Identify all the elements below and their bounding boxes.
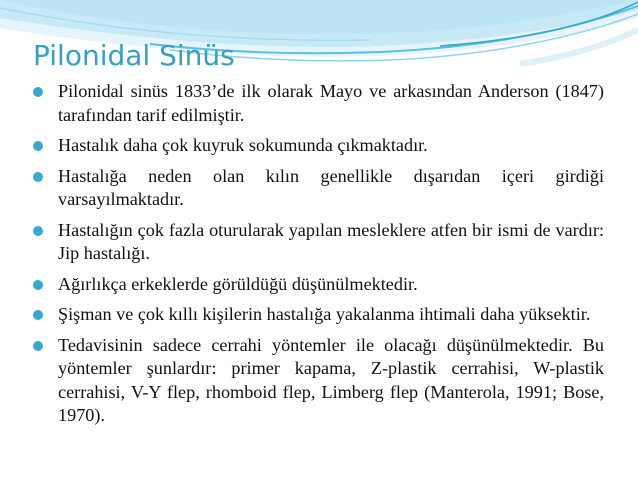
bullet-text: Hastalığa neden olan kılın genellikle dışarıdan içeri girdiği varsayılmaktadır. <box>58 165 604 209</box>
list-item <box>30 334 604 428</box>
list-item <box>30 273 604 297</box>
bullet-dot-icon <box>33 310 43 320</box>
bullet-text: Hastalığın çok fazla oturularak yapılan mesleklere atfen bir ismi de vardır: Jip hastalığı. <box>58 219 604 263</box>
bullet-text: Ağırlıkça erkeklerde görüldüğü düşünülmektedir. <box>58 273 418 294</box>
list-item <box>30 219 604 266</box>
bullet-dot-icon <box>33 87 43 97</box>
bullet-list <box>30 80 604 435</box>
bullet-text: Şişman ve çok kıllı kişilerin hastalığa yakalanma ihtimali daha yüksektir. <box>58 304 591 324</box>
bullet-dot-icon <box>33 280 43 290</box>
bullet-dot-icon <box>33 141 43 151</box>
bullet-text: Pilonidal sinüs 1833’de ilk olarak Mayo ve arkasından Anderson (1847) tarafından tarif edilmiştir. <box>58 81 604 125</box>
list-item <box>30 134 604 158</box>
bullet-dot-icon <box>33 226 43 236</box>
slide-title: Pilonidal Sinüs <box>33 39 235 72</box>
bullet-dot-icon <box>33 172 43 182</box>
bullet-dot-icon <box>33 341 43 351</box>
bullet-text: Hastalık daha çok kuyruk sokumunda çıkmaktadır. <box>58 135 428 155</box>
list-item <box>30 80 604 127</box>
list-item <box>30 165 604 212</box>
bullet-text: Tedavisinin sadece cerrahi yöntemler ile olacağı düşünülmektedir. Bu yöntemler şunlardır: primer kapama, Z-plastik cerrahisi, W-plastik cerrahisi, V-Y flep, rhomboid flep, Limberg flep (Manterola, 1991; Bose, 1970). <box>58 334 604 425</box>
list-item <box>30 303 604 327</box>
